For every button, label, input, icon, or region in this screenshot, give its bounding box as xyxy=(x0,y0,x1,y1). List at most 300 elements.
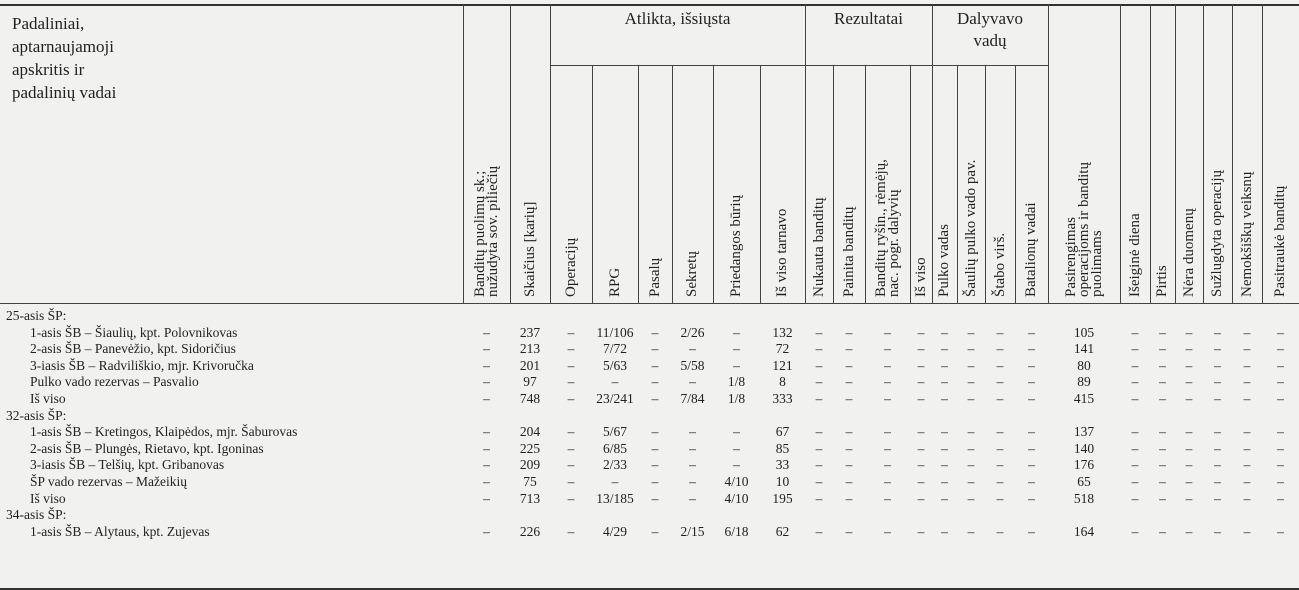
table-cell: – xyxy=(1214,391,1221,406)
table-cell: 1/8 xyxy=(727,391,746,406)
row-label: 1-asis ŠB – Kretingos, Klaipėdos, mjr. Šaburovas xyxy=(30,424,298,440)
table-cell: – xyxy=(567,424,575,440)
table-cell: – xyxy=(1131,357,1139,373)
table-cell: 33 xyxy=(775,457,790,473)
table-cell: – xyxy=(967,440,975,456)
row-label: Iš viso xyxy=(30,391,66,406)
table-cell: – xyxy=(483,523,490,539)
table-cell: – xyxy=(567,391,575,406)
table-cell: – xyxy=(1159,324,1166,340)
table-cell: – xyxy=(689,440,696,456)
column-header-line: Sekretų xyxy=(684,251,700,297)
table-cell: – xyxy=(996,523,1004,539)
row-label: 3-iasis ŠB – Radviliškio, mjr. Krivoručka xyxy=(30,357,254,373)
table-cell: – xyxy=(845,357,853,373)
table-cell: – xyxy=(1185,341,1193,357)
table-cell: – xyxy=(1028,374,1035,390)
table-cell: – xyxy=(1214,424,1221,440)
row-label: 3-iasis ŠB – Telšių, kpt. Gribanovas xyxy=(30,457,225,473)
table-cell: – xyxy=(884,324,891,340)
table-cell: – xyxy=(917,374,925,390)
column-header-line: Nemokšiškų veiksnų xyxy=(1238,171,1255,297)
table-cell: – xyxy=(1028,474,1035,489)
table-cell: 5/67 xyxy=(602,424,627,440)
column-rule xyxy=(672,65,673,303)
table-cell: – xyxy=(1277,490,1284,506)
column-rule xyxy=(805,4,806,303)
column-header-line: Iš viso tarnavo xyxy=(774,208,790,297)
table-cell: – xyxy=(1243,457,1251,473)
table-cell: – xyxy=(941,474,948,489)
table-cell: – xyxy=(884,374,891,390)
table-cell: – xyxy=(845,374,853,390)
row-label: 2-asis ŠB – Plungės, Rietavo, kpt. Igoninas xyxy=(30,440,264,456)
table-cell: – xyxy=(884,440,891,456)
table-cell: – xyxy=(1131,523,1139,539)
table-cell: – xyxy=(1185,357,1193,373)
column-rule xyxy=(1048,4,1049,303)
table-cell: – xyxy=(651,341,659,357)
column-header xyxy=(686,251,699,297)
table-cell: – xyxy=(1243,341,1251,357)
table-cell: – xyxy=(1159,490,1166,506)
column-header-line: Painita banditų xyxy=(840,206,857,297)
table-cell: 415 xyxy=(1073,391,1095,406)
table-cell: – xyxy=(815,374,823,390)
table-cell: – xyxy=(733,457,740,473)
table-cell: – xyxy=(1131,374,1139,390)
column-header-line: Pasirengimas xyxy=(1062,217,1079,297)
table-cell: – xyxy=(845,324,853,340)
table-cell: 7/84 xyxy=(680,391,705,406)
table-cell: 226 xyxy=(519,523,541,539)
column-header-line: Nukauta banditų xyxy=(810,197,827,297)
table-cell: – xyxy=(967,457,975,473)
table-cell: 5/58 xyxy=(680,357,705,373)
table-cell: – xyxy=(483,440,490,456)
table-cell: – xyxy=(941,490,948,506)
group-dalyvavo-line: vadų xyxy=(973,31,1007,50)
row-label: ŠP vado rezervas – Mažeikių xyxy=(30,474,187,489)
table-cell: 137 xyxy=(1073,424,1095,440)
table-cell: 518 xyxy=(1073,490,1095,506)
table-cell: – xyxy=(1159,391,1166,406)
table-cell: 121 xyxy=(772,357,793,373)
table-cell: – xyxy=(845,391,853,406)
column-header-line: Pasalų xyxy=(646,257,663,297)
table-cell: – xyxy=(845,457,853,473)
table-cell: 225 xyxy=(519,440,541,456)
table-cell: – xyxy=(1159,341,1166,357)
table-cell: – xyxy=(815,490,823,506)
table-cell: 4/10 xyxy=(724,490,749,506)
table-cell: – xyxy=(941,424,948,440)
table-cell: 10 xyxy=(775,474,790,489)
table-cell: – xyxy=(1028,391,1035,406)
column-header xyxy=(776,209,789,297)
column-rule xyxy=(833,65,834,303)
row-label: 2-asis ŠB – Panevėžio, kpt. Sidoričius xyxy=(30,341,236,357)
table-cell: 132 xyxy=(772,324,793,340)
table-cell: – xyxy=(845,424,853,440)
table-cell: – xyxy=(1214,374,1221,390)
table-cell: – xyxy=(917,490,925,506)
header-padaliniai-line: apskritis ir xyxy=(12,60,85,79)
table-cell: 89 xyxy=(1077,374,1091,390)
row-label: Pulko vado rezervas – Pasvalio xyxy=(30,374,199,390)
column-header xyxy=(938,224,951,297)
table-cell: – xyxy=(1159,357,1166,373)
table-cell: – xyxy=(1277,341,1284,357)
table-cell: – xyxy=(1159,374,1166,390)
table-cell: – xyxy=(567,457,575,473)
table-cell: – xyxy=(967,374,975,390)
column-header-line: Priedangos būrių xyxy=(728,194,744,297)
column-header xyxy=(912,257,929,297)
column-header xyxy=(1156,265,1169,297)
row-label: Iš viso xyxy=(30,490,66,506)
table-cell: 75 xyxy=(523,474,537,489)
header-padaliniai xyxy=(12,12,116,104)
table-cell: – xyxy=(884,424,891,440)
column-header-line: Pulko vadas xyxy=(936,224,952,297)
table-cell: – xyxy=(1185,490,1193,506)
row-label: 1-asis ŠB – Alytaus, kpt. Zujevas xyxy=(30,523,210,539)
column-rule xyxy=(550,4,551,303)
table-cell: – xyxy=(917,391,925,406)
table-cell: – xyxy=(967,474,975,489)
table-cell: – xyxy=(884,474,891,489)
table-cell: – xyxy=(1131,490,1139,506)
column-rule xyxy=(760,65,761,303)
table-cell: – xyxy=(1277,324,1284,340)
table-cell: – xyxy=(845,440,853,456)
table-cell: 7/72 xyxy=(602,341,627,357)
table-cell: – xyxy=(689,374,696,390)
table-cell: – xyxy=(917,341,925,357)
table-cell: 65 xyxy=(1077,474,1091,489)
table-cell: – xyxy=(1028,341,1035,357)
table-cell: – xyxy=(733,440,740,456)
table-cell: – xyxy=(733,424,740,440)
table-cell: – xyxy=(1243,391,1251,406)
column-rule xyxy=(638,65,639,303)
column-header-line: RPG xyxy=(606,267,623,297)
table-cell: 5/63 xyxy=(602,357,627,373)
column-header-line: Pirtis xyxy=(1154,265,1170,297)
column-header xyxy=(562,237,579,297)
table-cell: – xyxy=(884,341,891,357)
column-header xyxy=(646,257,663,297)
table-cell: – xyxy=(1243,474,1251,489)
column-rule xyxy=(985,65,986,303)
table-cell: – xyxy=(567,374,575,390)
column-rule xyxy=(957,65,958,303)
table-cell: – xyxy=(651,474,659,489)
table-cell: – xyxy=(845,490,853,506)
table-cell: – xyxy=(967,324,975,340)
column-header xyxy=(606,267,623,297)
table-cell: – xyxy=(917,324,925,340)
table-cell: 72 xyxy=(775,341,790,357)
table-cell: – xyxy=(689,424,696,440)
table-cell: 2/26 xyxy=(680,324,705,340)
table-cell: – xyxy=(483,341,490,357)
column-header-line: Sužlugdyta operacijų xyxy=(1209,169,1225,297)
table-cell: 237 xyxy=(519,324,541,340)
group-atlikta: Atlikta, išsiųsta xyxy=(624,9,731,28)
table-cell: – xyxy=(1185,474,1193,489)
column-header-line: nac. pogr. dalyvių xyxy=(885,189,902,297)
table-cell: – xyxy=(1214,457,1221,473)
table-cell: 105 xyxy=(1073,324,1095,340)
table-cell: – xyxy=(1185,374,1193,390)
table-cell: – xyxy=(815,424,823,440)
group-rule-rezultatai xyxy=(805,65,932,66)
table-cell: – xyxy=(567,357,575,373)
table-cell: – xyxy=(567,324,575,340)
table-cell: – xyxy=(815,357,823,373)
table-cell: – xyxy=(996,341,1004,357)
column-header xyxy=(872,159,902,297)
table-cell: – xyxy=(884,490,891,506)
table-cell: – xyxy=(1131,324,1139,340)
table-cell: – xyxy=(884,357,891,373)
table-cell: – xyxy=(733,341,740,357)
table-cell: – xyxy=(815,324,823,340)
table-cell: – xyxy=(1028,440,1035,456)
table-cell: – xyxy=(1131,341,1139,357)
table-cell: – xyxy=(941,324,948,340)
table-cell: 140 xyxy=(1073,440,1095,456)
table-cell: 6/18 xyxy=(724,523,749,539)
row-label: 1-asis ŠB – Šiaulių, kpt. Polovnikovas xyxy=(30,324,238,340)
table-cell: – xyxy=(1277,374,1284,390)
table-cell: – xyxy=(651,457,659,473)
table-cell: – xyxy=(611,474,619,489)
group-row-label: 25-asis ŠP: xyxy=(6,308,67,323)
table-cell: – xyxy=(996,357,1004,373)
column-header xyxy=(810,197,827,297)
table-cell: – xyxy=(845,341,853,357)
table-cell: – xyxy=(996,474,1004,489)
table-cell: – xyxy=(483,490,490,506)
table-cell: – xyxy=(941,523,948,539)
column-header-line: Banditų ryšin., rėmėjų, xyxy=(872,159,889,297)
table-cell: – xyxy=(733,357,740,373)
table-cell: 201 xyxy=(519,357,541,373)
table-cell: 333 xyxy=(772,391,793,406)
table-cell: – xyxy=(483,474,490,489)
column-header-line: Skaičius [karių] xyxy=(521,201,538,297)
table-cell: – xyxy=(651,523,659,539)
table-cell: 713 xyxy=(519,490,541,506)
table-cell: – xyxy=(1214,341,1221,357)
table-cell: – xyxy=(1214,324,1221,340)
table-cell: – xyxy=(815,391,823,406)
table-cell: – xyxy=(1159,424,1166,440)
table-cell: – xyxy=(815,457,823,473)
table-cell: – xyxy=(1214,490,1221,506)
table-cell: – xyxy=(967,490,975,506)
table-cell: – xyxy=(815,341,823,357)
table-cell: – xyxy=(1131,424,1139,440)
table-cell: – xyxy=(1131,440,1139,456)
table-cell: – xyxy=(567,341,575,357)
table-cell: – xyxy=(917,424,925,440)
table-cell: – xyxy=(1028,324,1035,340)
table-cell: – xyxy=(483,324,490,340)
table-cell: – xyxy=(1185,324,1193,340)
column-rule xyxy=(1015,65,1016,303)
table-cell: 80 xyxy=(1077,357,1091,373)
table-cell: – xyxy=(1159,474,1166,489)
table-cell: – xyxy=(884,523,891,539)
table-cell: 11/106 xyxy=(596,324,634,340)
table-cell: – xyxy=(884,391,891,406)
header-padaliniai-line: aptarnaujamoji xyxy=(12,37,114,56)
column-rule xyxy=(1120,4,1121,303)
table-cell: 97 xyxy=(523,374,537,390)
table-cell: 164 xyxy=(1073,523,1095,539)
table-cell: – xyxy=(941,457,948,473)
table-cell: – xyxy=(1243,440,1251,456)
column-header xyxy=(1238,171,1255,297)
table-cell: – xyxy=(996,324,1004,340)
column-rule xyxy=(1203,4,1204,303)
table-cell: – xyxy=(483,357,490,373)
table-cell: – xyxy=(1243,374,1251,390)
column-rule xyxy=(1262,4,1263,303)
table-cell: – xyxy=(815,523,823,539)
column-header xyxy=(1025,202,1038,297)
table-cell: – xyxy=(967,357,975,373)
table-cell: 85 xyxy=(775,440,790,456)
group-rezultatai: Rezultatai xyxy=(834,9,903,28)
column-header-line: Batalionų vadai xyxy=(1023,202,1039,297)
column-header-line: nužudyta sov. piliečių xyxy=(484,165,501,297)
column-header-line: Operacijų xyxy=(562,237,579,297)
table-cell: – xyxy=(1243,324,1251,340)
table-cell: – xyxy=(483,424,490,440)
table-cell: – xyxy=(917,457,925,473)
table-cell: – xyxy=(996,424,1004,440)
table-cell: 209 xyxy=(519,457,541,473)
table-cell: 213 xyxy=(519,341,541,357)
group-row-label: 34-asis ŠP: xyxy=(6,507,67,523)
table-cell: – xyxy=(1277,357,1284,373)
group-dalyvavo-line: Dalyvavo xyxy=(956,9,1024,28)
table-cell: – xyxy=(1243,424,1251,440)
table-cell: 2/33 xyxy=(602,457,627,473)
table-cell: – xyxy=(941,357,948,373)
table-cell: – xyxy=(967,391,975,406)
table-cell: – xyxy=(1214,523,1221,539)
column-header xyxy=(521,201,538,297)
column-rule xyxy=(592,65,593,303)
table-cell: – xyxy=(967,523,975,539)
column-rule xyxy=(1150,4,1151,303)
table-cell: – xyxy=(1214,474,1221,489)
group-dalyvavo xyxy=(932,8,1048,52)
table-cell: 141 xyxy=(1073,341,1095,357)
table-cell: – xyxy=(651,357,659,373)
table-cell: – xyxy=(1277,474,1284,489)
table-cell: – xyxy=(1243,490,1251,506)
column-header xyxy=(1180,208,1197,297)
table-cell: – xyxy=(941,391,948,406)
column-rule xyxy=(1232,4,1233,303)
table-cell: – xyxy=(917,523,925,539)
column-rule xyxy=(865,65,866,303)
table-cell: – xyxy=(611,374,619,390)
table-cell: – xyxy=(1185,424,1193,440)
table-cell: – xyxy=(1277,457,1284,473)
table-cell: – xyxy=(884,457,891,473)
column-header xyxy=(1062,162,1105,297)
table-cell: – xyxy=(1277,391,1284,406)
table-cell: – xyxy=(567,523,575,539)
table-cell: – xyxy=(996,391,1004,406)
column-rule xyxy=(463,4,464,303)
table-cell: 1/8 xyxy=(727,374,746,390)
table-cell: – xyxy=(1185,523,1193,539)
table-cell: – xyxy=(845,523,853,539)
column-header xyxy=(991,232,1008,297)
table-cell: – xyxy=(917,440,925,456)
column-header xyxy=(1211,170,1224,297)
table-cell: – xyxy=(651,440,659,456)
table-cell: 748 xyxy=(519,391,541,406)
column-header-line: Šaulių pulko vado pav. xyxy=(962,159,979,297)
table-cell: – xyxy=(1214,440,1221,456)
column-header xyxy=(840,206,857,297)
column-header xyxy=(1274,186,1287,297)
table-cell: – xyxy=(1028,357,1035,373)
table-cell: – xyxy=(815,440,823,456)
table-cell: – xyxy=(941,341,948,357)
table-cell: 195 xyxy=(772,490,793,506)
column-header-line: Štabo virš. xyxy=(991,232,1008,297)
table-cell: 62 xyxy=(775,523,790,539)
table-cell: – xyxy=(917,357,925,373)
table-cell: – xyxy=(1214,357,1221,373)
table-cell: 2/15 xyxy=(680,523,705,539)
table-cell: – xyxy=(996,457,1004,473)
column-header xyxy=(471,165,501,297)
table-cell: – xyxy=(996,490,1004,506)
table-cell: – xyxy=(941,374,948,390)
column-header-line: puolimams xyxy=(1088,230,1105,297)
table-cell: 204 xyxy=(519,424,541,440)
table-cell: – xyxy=(1028,457,1035,473)
table-cell: – xyxy=(651,391,659,406)
table-cell: 4/29 xyxy=(602,523,627,539)
column-header-line: Nėra duomenų xyxy=(1180,208,1197,297)
table-cell: 13/185 xyxy=(596,490,634,506)
table-cell: – xyxy=(689,474,696,489)
table-cell: – xyxy=(651,374,659,390)
table-cell: – xyxy=(1277,440,1284,456)
table-cell: – xyxy=(1028,523,1035,539)
table-cell: – xyxy=(917,474,925,489)
table-cell: – xyxy=(1185,457,1193,473)
table-cell: – xyxy=(941,440,948,456)
table-cell: – xyxy=(689,490,696,506)
column-header xyxy=(962,159,979,297)
table-cell: – xyxy=(1277,424,1284,440)
column-rule xyxy=(510,4,511,303)
